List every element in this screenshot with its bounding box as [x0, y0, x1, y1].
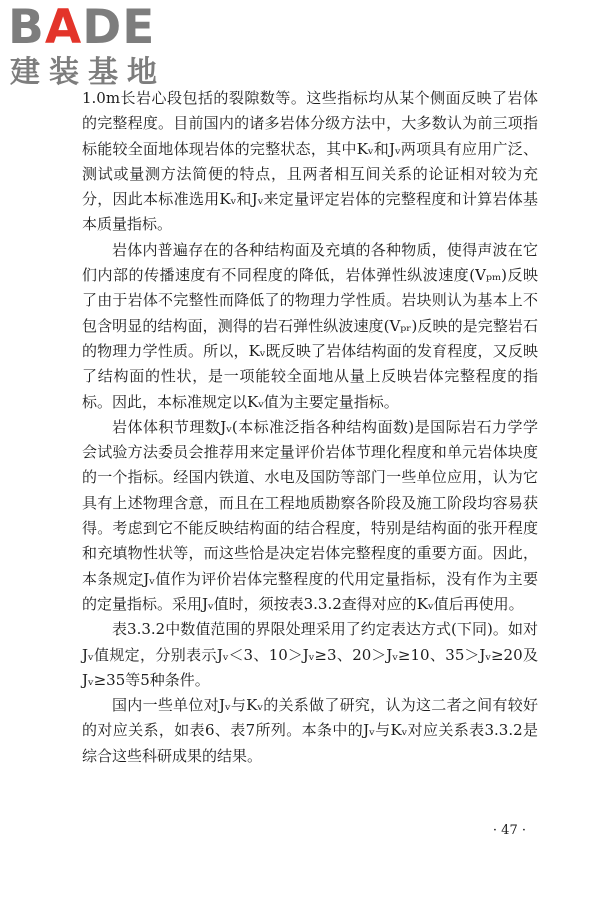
- logo-subtitle: 建装基地: [10, 55, 166, 90]
- document-body: [82, 86, 538, 769]
- brand-logo: [8, 2, 178, 94]
- paragraph-4: 表3.3.2中数值范围的界限处理采用了约定表达方式(下同)。如对Jᵥ值规定，分别表示Jᵥ＜3、10＞Jᵥ≥3、20＞Jᵥ≥10、35＞Jᵥ≥20及Jᵥ≥35等5种条件。: [82, 620, 538, 689]
- logo-letters-de: DE: [82, 0, 156, 55]
- paragraph-5: 国内一些单位对Jᵥ与Kᵥ的关系做了研究，认为这二者之间有较好的对应关系，如表6、表7所列。本条中的Jᵥ与Kᵥ对应关系表3.3.2是综合这些科研成果的结果。: [82, 696, 538, 765]
- logo-letter-b: B: [8, 0, 45, 55]
- paragraph-3: 岩体体积节理数Jᵥ(本标准泛指各种结构面数)是国际岩石力学学会试验方法委员会推荐用来定量评价岩体节理化程度和单元岩体块度的一个指标。经国内铁道、水电及国防等部门一些单位应用，认为它具有上述物理含意，而且在工程地质勘察各阶段及施工阶段均容易获得。考虑到它不能反映结构面的结合程度，特别是结构面的张开程度和充填物性状等，而这些恰是决定岩体完整程度的重要方面。因此，本条规定Jᵥ值作为评价岩体完整程度的代用定量指标，没有作为主要的定量指标。采用Jᵥ值时，须按表3.3.2查得对应的Kᵥ值后再使用。: [82, 417, 538, 613]
- logo-letter-a: A: [44, 0, 83, 55]
- logo-wordmark: [8, 2, 155, 54]
- page-number: · 47 ·: [492, 823, 526, 838]
- paragraph-1: 1.0m长岩心段包括的裂隙数等。这些指标均从某个侧面反映了岩体的完整程度。目前国内的诸多岩体分级方法中，大多数认为前三项指标能较全面地体现岩体的完整状态，其中Kᵥ和Jᵥ两项具有应用广泛、测试或量测方法简便的特点，且两者相互间关系的论证相对较为充分，因此本标准选用Kᵥ和Jᵥ来定量评定岩体的完整程度和计算岩体基本质量指标。: [82, 89, 538, 234]
- paragraph-2: 岩体内普遍存在的各种结构面及充填的各种物质，使得声波在它们内部的传播速度有不同程度的降低，岩体弹性纵波速度(Vₚₘ)反映了由于岩体不完整性而降低了的物理力学性质。岩块则认为基本上不包含明显的结构面，测得的岩石弹性纵波速度(Vₚᵣ)反映的是完整岩石的物理力学性质。所以，Kᵥ既反映了岩体结构面的发育程度，又反映了结构面的性状，是一项能较全面地从量上反映岩体完整程度的指标。因此，本标准规定以Kᵥ值为主要定量指标。: [82, 240, 538, 411]
